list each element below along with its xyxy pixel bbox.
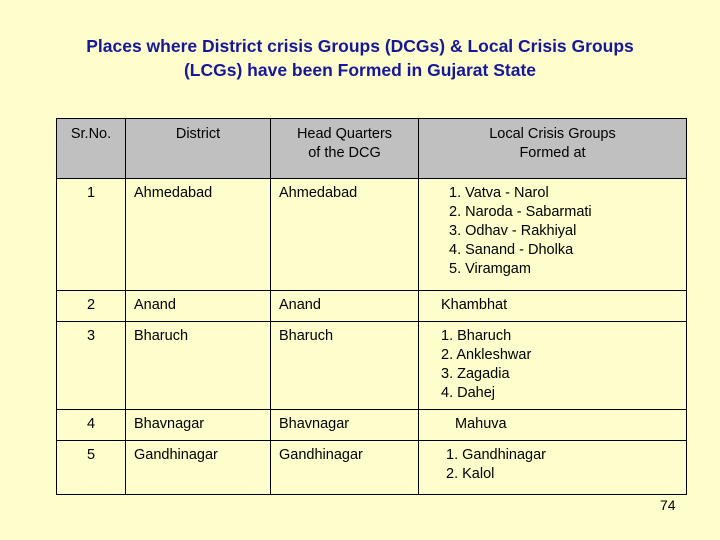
cell-head-quarters: Bharuch [271,322,419,410]
cell-lcg-list [419,410,687,441]
lcg-item: 2. Kalol [446,466,495,482]
lcg-item: Mahuva [455,416,507,432]
page-number: 74 [660,497,676,513]
cell-district: Ahmedabad [126,179,271,291]
cell-sr-no: 2 [57,291,126,322]
cell-head-quarters: Bhavnagar [271,410,419,441]
table-row [57,291,687,322]
cell-sr-no: 5 [57,441,126,495]
header-sr-no: Sr.No. [57,119,126,179]
header-hq-line-2: of the DCG [308,145,381,161]
header-head-quarters [271,119,419,179]
lcg-item: 1. Vatva - Narol [449,185,549,201]
cell-district: Gandhinagar [126,441,271,495]
cell-district: Anand [126,291,271,322]
cell-head-quarters: Anand [271,291,419,322]
table-row [57,441,687,495]
lcg-item: 1. Gandhinagar [446,447,546,463]
slide-title [0,34,720,82]
cell-lcg-list [419,322,687,410]
cell-lcg-list [419,291,687,322]
cell-district: Bharuch [126,322,271,410]
lcg-item: 2. Ankleshwar [441,347,532,363]
table-header-row [57,119,687,179]
header-district: District [126,119,271,179]
cell-sr-no: 3 [57,322,126,410]
lcg-item: 4. Dahej [441,385,496,401]
cell-head-quarters: Ahmedabad [271,179,419,291]
cell-sr-no: 1 [57,179,126,291]
lcg-item: 4. Sanand - Dholka [449,242,574,258]
lcg-item: 3. Zagadia [441,366,510,382]
header-hq-line-1: Head Quarters [296,126,393,142]
table-row [57,410,687,441]
table-row [57,179,687,291]
cell-lcg-list [419,179,687,291]
lcg-item: 3. Odhav - Rakhiyal [449,223,577,239]
title-line-1: Places where District crisis Groups (DCGs) & Local Crisis Groups [86,36,634,56]
cell-head-quarters: Gandhinagar [271,441,419,495]
lcg-item: 5. Viramgam [449,261,531,277]
lcg-item: 2. Naroda - Sabarmati [449,204,592,220]
cell-lcg-list [419,441,687,495]
cell-district: Bhavnagar [126,410,271,441]
header-lcg-line-2: Formed at [519,145,586,161]
table-row [57,322,687,410]
cell-sr-no: 4 [57,410,126,441]
header-local-crisis-groups [419,119,687,179]
lcg-item: 1. Bharuch [441,328,512,344]
lcg-item: Khambhat [441,297,508,313]
header-lcg-line-1: Local Crisis Groups [489,126,616,142]
dcg-table [56,118,687,495]
title-line-2: (LCGs) have been Formed in Gujarat State [183,60,537,80]
